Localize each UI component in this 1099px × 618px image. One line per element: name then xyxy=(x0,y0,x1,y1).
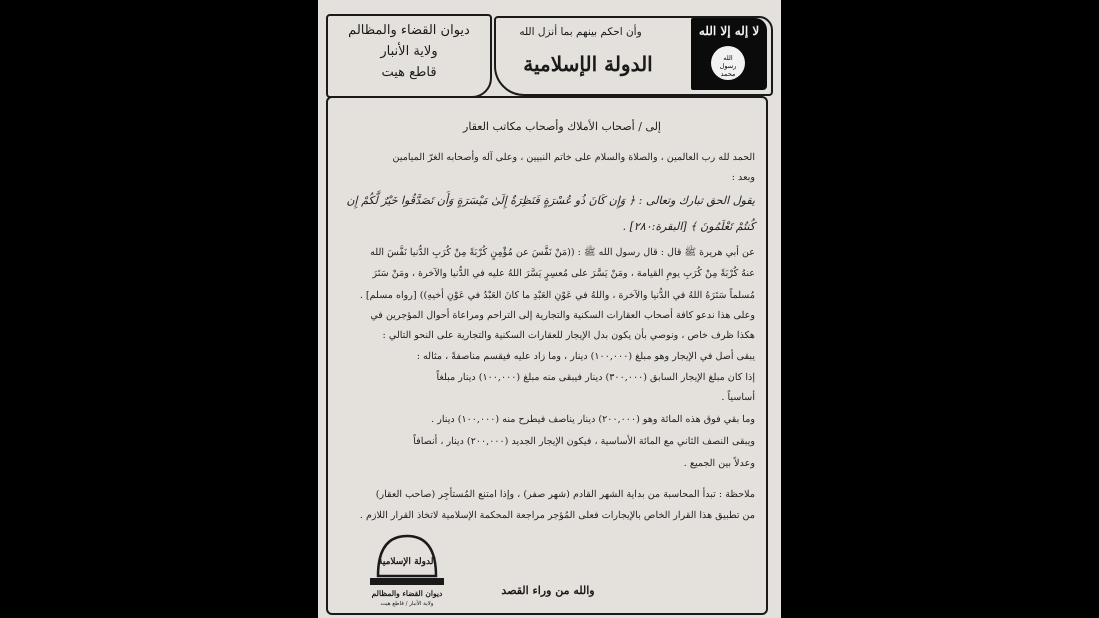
document-page xyxy=(318,0,781,618)
province-name: ولاية الأنبار xyxy=(380,44,438,59)
sector-name: قاطع هيت xyxy=(381,65,437,80)
court-header-box xyxy=(326,14,492,98)
body-line: عن أبي هريرة ﷺ قال : قال رسول الله ﷺ : ((مَنْ نَفَّسَ عن مُؤْمِنٍ كُرْبَةً مِنْ كُرَبِ الدُّنيا نَفَّسَ الله xyxy=(370,247,755,258)
body-line: يبقى أصل في الإيجار وهو مبلغ (١٠٠,٠٠٠) دينار ، وما زاد عليه فيقسم مناصفةً ، مثاله : xyxy=(416,351,755,362)
stamp-emblem: الدولة الإسلامية xyxy=(378,557,436,567)
body-line: ويبقى النصف الثاني مع المائة الأساسية ، فيكون الإيجار الجديد (٢٠٠,٠٠٠) دينار ، أنصافاً xyxy=(413,436,755,447)
note-line: من تطبيق هذا القرار الخاص بالإيجارات فعلى المُؤجر مراجعة المحكمة الإسلامية لاتخاذ القرار اللازم . xyxy=(359,510,755,521)
seal-icon: الله رسول محمد xyxy=(711,46,745,80)
body-line: أساسياً . xyxy=(721,392,755,403)
body-line: وعدلاً بين الجميع . xyxy=(683,458,755,469)
court-title xyxy=(328,20,490,83)
body-line: عنهُ كُرْبَةً مِنْ كُرَبِ يومِ القيامة ، ومَنْ يَسَّرَ على مُعسِرٍ يَسَّرَ اللهُ عليه في الدُّنيا والآخرة ، ومَنْ سَتَرَ xyxy=(372,268,755,279)
closing-phrase: والله من وراء القصد xyxy=(501,584,595,597)
body-line-verse: كُنتُمْ تَعْلَمُونَ ﴾ [البقرة:٢٨٠] . xyxy=(622,220,755,233)
flag-shahada: لا إله إلا الله xyxy=(698,24,760,38)
black-flag-logo xyxy=(691,18,767,90)
state-name: الدولة الإسلامية xyxy=(523,52,653,76)
recipient-line: إلى / أصحاب الأملاك وأصحاب مكاتب العقار xyxy=(463,120,661,133)
stamp-sub: ولاية الأنبار / قاطع هيت xyxy=(380,601,434,607)
court-name: ديوان القضاء والمظالم xyxy=(348,23,470,38)
body-line-verse: يقول الحق تبارك وتعالى : ﴿ وَإِن كَانَ ذُو عُسْرَةٍ فَنَظِرَةٌ إِلَىٰ مَيْسَرَةٍ وَأَن تَصَدَّقُوا خَيْرٌ لَّكُمْ إِن xyxy=(346,194,755,207)
body-line: مُسلماً سَتَرَهُ اللهُ في الدُّنيا والآخرة ، واللهُ في عَوْنِ العَبْدِ ما كانَ العَبْدُ في عَوْنِ أخيهِ)) [رواه مسلم] . xyxy=(359,290,755,301)
note-line: ملاحظة : تبدأ المحاسبة من بداية الشهر القادم (شهر صفر) ، وإذا امتنع المُستأجِر (صاحب العقار) xyxy=(375,489,755,500)
court-stamp-icon xyxy=(364,530,450,608)
body-line: الحمد لله رب العالمين ، والصلاة والسلام على خاتم النبيين ، وعلى آله وأصحابه الغرّ الميامين xyxy=(392,152,755,163)
body-line: وعلى هذا ندعو كافة أصحاب العقارات السكنية والتجارية إلى التراحم ومراعاة أحوال المؤجرين في xyxy=(370,310,755,321)
body-line: وما بقي فوق هذه المائة وهو (٢٠٠,٠٠٠) دينار يناصف فيطرح منه (١٠٠,٠٠٠) دينار . xyxy=(431,414,755,425)
body-line: إذا كان مبلغ الإيجار السابق (٣٠٠,٠٠٠) دينار فيبقى منه مبلغ (١٠٠,٠٠٠) دينار مبلغاً xyxy=(436,372,755,383)
stamp-court: ديوان القضاء والمظالم xyxy=(371,589,443,598)
header-quran-verse: وأن احكم بينهم بما أنزل الله xyxy=(519,26,642,38)
body-line: هكذا ظرف خاص ، ونوصي بأن يكون بدل الإيجار للعقارات السكنية والتجارية على النحو التالي : xyxy=(382,330,755,341)
body-line: وبعد : xyxy=(731,172,755,183)
